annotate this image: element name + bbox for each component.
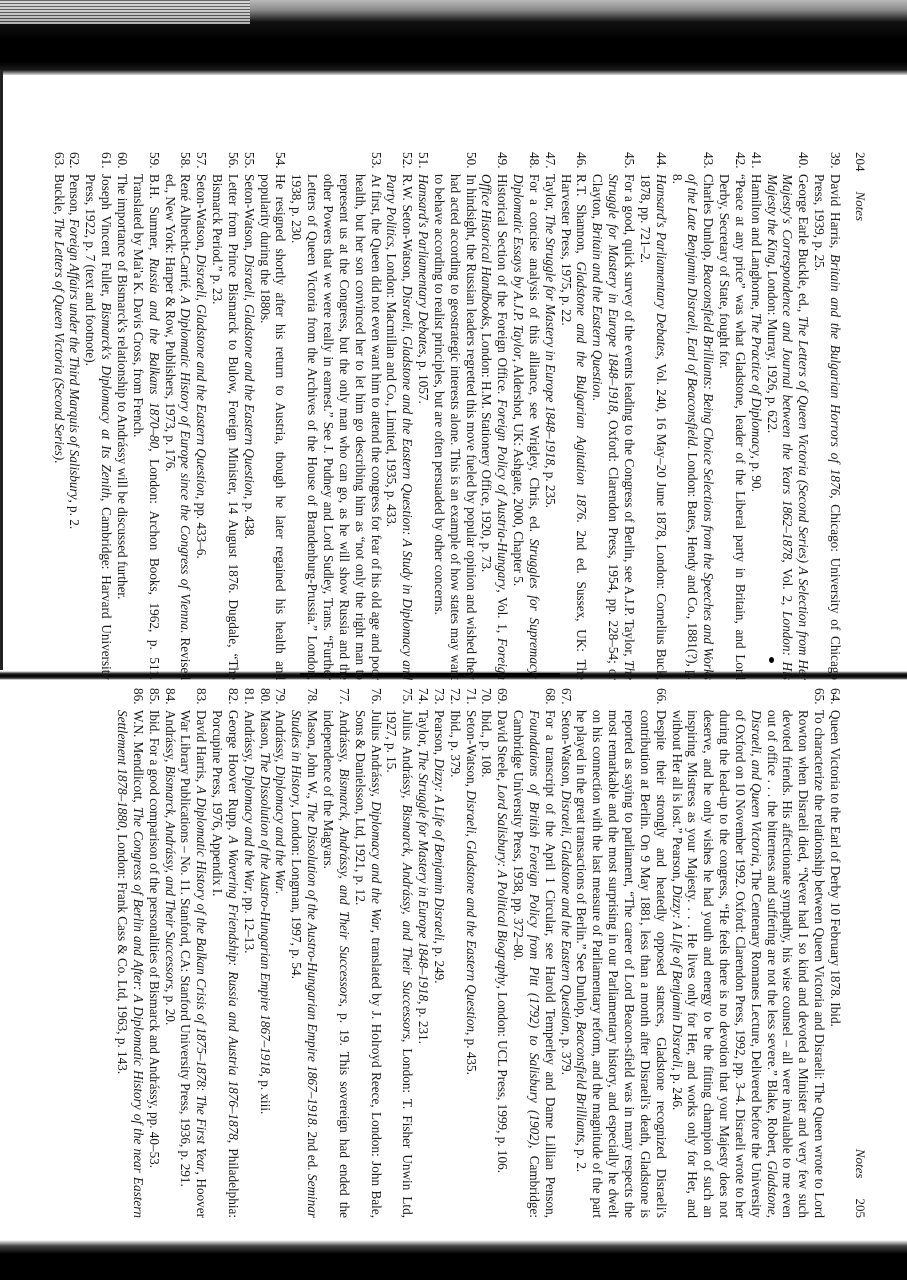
citation-text: Taylor, [542,174,558,215]
endnote-number: 71. [463,688,479,705]
endnote-number: 80. [257,688,273,705]
citation-text: Queen Victoria to the Earl of Derby 10 February 1878. Ibid. [828,710,843,1027]
notes-list [114,688,843,1218]
endnote-number: 55. [241,152,257,169]
cited-title: Foreign Policy of Austria-Hungary [495,399,511,590]
citation-text: George Earle Buckle, ed., [796,174,812,317]
endnote-text [52,174,67,463]
endnote-text [147,710,162,1168]
endnote [811,152,843,680]
cited-title: The Struggle for Mastery in Europe 1848–1918 [606,174,638,680]
endnote-number: 62. [67,152,83,169]
citation-text: , Vol. 1, [495,589,511,638]
citation-text: , Cambridge: Cambridge University Press, 1938, pp. 372–80. [511,710,542,1218]
endnote [415,152,431,680]
endnote-number: 68. [542,688,558,705]
endnote-text [749,174,764,492]
endnote-text [812,174,843,680]
endnote-text [131,174,162,680]
citation-text: . London: Bates, Hendy and Co., 1881(?), p. 8. [669,174,701,680]
endnote [51,152,67,680]
cited-title: A Wavering Friendship: Russia and Austria 1876–1878 [225,835,241,1140]
endnote-text [210,174,241,680]
endnote-number: 49. [495,152,511,169]
citation-text: Buckle, [51,174,67,218]
cited-title: Disraeli, Gladstone and the Eastern Question [194,254,210,497]
endnote-text [194,174,209,559]
citation-text: Ibid. For a good comparison of the personalities of Bismarck and Andrássy, pp. 40–53. [146,710,162,1169]
citation-text: . [51,460,67,464]
cited-title: Beaconsfield Brilliants: Being Choice Selections from the Speeches and Works of the Late Benjamin Disraeli, Earl of Beaconsfield [685,174,717,680]
citation-text: He resigned shortly after his return to Austria, though he later regained his health and popularity during the 1880s. [257,174,289,680]
cited-title: Struggles for Supremacy: Diplomatic Essays by A.J.P. Taylor [511,174,542,681]
endnote-text [828,710,843,1027]
endnote [510,152,542,680]
endnote-text [495,710,510,1173]
citation-text: Seton-Watson, [558,710,574,791]
cited-title: Disraeli, Gladstone and the Eastern Question [463,790,479,1033]
citation-text: Mason, [257,710,273,753]
endnote [114,688,146,1218]
endnote [352,688,384,1218]
citation-text: , London: T. Fisher Unwin Ltd, 1927, p. 15. [384,710,416,1218]
endnote-number: 54. [273,152,289,169]
citation-text: . [590,397,606,401]
endnote-text [242,710,257,953]
citation-text: Charles Dunlop, [701,174,717,265]
citation-text: For a concise analysis of this alliance, see Wrigley, Chris, ed. [526,174,542,539]
endnote-number: 42. [732,152,748,169]
cited-title: The Letters of Queen Victoria (Second Series) A Selection from Her Majesty's Correspondence and Journal between the Years 1862–1878 [780,174,812,680]
endnote-number: 53. [368,152,384,169]
endnote-number: 78. [305,688,321,705]
citation-text: , p. 435. [463,1032,479,1075]
cited-title: Bismarck, Andrássy, and Their Successors [336,768,352,1004]
citation-text: Letter from Prince Bismarck to Bulow, Foreign Minister, 14 August 1876. Dugdale, “The Bismarck Period.” p. 23. [210,174,241,680]
citation-text: Seton-Watson, [241,174,257,255]
scan-edge [0,70,3,670]
citation-text: , Philadelphia: Porcupine Press, 1976, Appendix I. [210,710,241,1218]
cited-title: Dizzy: A Life of Benjamin Disraeli [669,885,685,1068]
citation-text: . 2nd ed. [305,1124,321,1175]
endnote [558,688,574,1218]
endnote-text [163,174,194,680]
citation-text: R.W. Seton-Watson, [400,174,416,286]
cited-title: Gladstone, Disraeli, and Queen Victoria [748,710,780,1218]
endnote-number: 84. [162,688,178,705]
cited-title: A Diplomatic History of the Balkan Crisis of 1875–1878: The First Year [194,785,210,1172]
endnote-text [289,174,383,680]
citation-text: , pp. 433–6. [194,496,210,559]
cited-title: Hansard's Parliamentary Debates [653,174,669,357]
endnote-text [670,174,717,680]
endnote [479,152,511,680]
citation-text: Julius Andrássy, [400,710,416,805]
endnote-text [115,710,146,1218]
cited-title: Britain and the Eastern Question [590,222,606,398]
endnote [463,688,479,1218]
citation-text: , p. 379. [558,1032,574,1075]
endnote [431,152,479,680]
endnote-number: 74. [416,688,432,705]
citation-text: W.N. Mendlicott, [130,710,146,807]
endnote-number: 66. [653,688,669,705]
endnote-number: 81. [241,688,257,705]
citation-text: , p. 19. This sovereign had ended the independence of the Magyars. [321,710,352,1218]
citation-text: For a transcript of the April 1 Circular, see Harold Temperley and Dame Lillian Penson, [542,710,558,1218]
endnote [209,152,241,680]
citation-text: “Peace at any price” was what Gladstone, leader of the Liberal party in Britain, and Lord Derby, Secretary of State, fought for. [717,174,748,680]
endnote-number: 82. [225,688,241,705]
citation-text: , p. 235. [542,465,558,508]
cited-title: Britain and the Bulgarian Horrors of 1876 [828,254,843,496]
citation-text: , London: Macmillan and Co., Limited, 1935, p. 433. [384,246,400,528]
endnote-number: 39. [828,152,843,169]
citation-text: , p. 438. [241,496,257,539]
page-number: 205 [853,1198,868,1218]
endnote [384,152,416,680]
endnote [67,152,83,680]
endnote-number: 51. [416,152,432,169]
citation-text: , p. 1057. [416,354,432,404]
cited-title: Seminar Studies in History [289,710,321,1218]
cited-title: Gladstone and the Bulgarian Agitation 1876 [574,261,590,520]
endnote [320,688,352,1218]
citation-text: Joseph Vincent Fuller, [99,174,115,303]
cited-title: Lord Salisbury: A Political Biography [495,784,511,986]
cited-title: Diplomacy and the War [368,801,384,930]
endnote-number: 75. [400,688,416,705]
cited-title: The Letters of Queen Victoria (Second Series) [51,217,67,461]
endnote [510,688,558,1218]
cited-title: The Congress of Berlin and After: A Diplomatic History of the near Eastern Settlement 1878–1880 [115,710,146,1218]
cited-title: Foreign Office Historical Handbooks [479,174,511,680]
cited-title: Foreign Affairs under the Third Marquis of Salisbury [67,218,83,500]
citation-text: Seton-Watson, [194,174,210,255]
page-204 [51,152,868,680]
endnote-text [559,710,574,1075]
endnote-text [464,710,479,1075]
endnote-number: 48. [526,152,542,169]
endnote [558,152,590,680]
endnote [162,688,178,1218]
endnote-number: 73. [431,688,447,705]
endnote-text [258,174,289,680]
citation-text: Seton-Watson, [463,710,479,791]
citation-text: , London: Archon Books, 1962, p. 511. Translated by Mai'a K. Davis Cross, from French. [130,174,162,680]
endnote-number: 85. [146,688,162,705]
cited-title: Hansard's Parliamentary Debates [416,174,432,355]
cited-title: A Diplomatic History of Europe since the Congress of Vienna [178,295,194,630]
endnote-number: 72. [447,688,463,705]
endnote-text [242,174,257,539]
endnote-text [432,174,479,680]
endnote [764,152,812,680]
cited-title: Bismarck's Diplomacy at Its Zenith [99,302,115,499]
endnote [479,688,495,1218]
endnote-number: 41. [748,152,764,169]
endnote [241,688,257,1218]
cited-title: Disraeli, Gladstone and the Eastern Question: A Study in Diplomacy and Party Politics [384,174,416,680]
citation-text: Andrássy, [241,710,257,766]
citation-text: , p. 249. [431,940,447,984]
citation-text: Mason, John W., [305,710,321,803]
endnote-text [289,710,320,1218]
endnote-text [384,710,415,1218]
citation-text: , p. 20. [162,989,178,1026]
endnote-text [765,174,812,680]
endnote-number: 65. [812,688,828,705]
endnote [447,688,463,1218]
endnote-text [321,710,352,1218]
citation-text: , London: Frank Cass & Co. Ltd, 1963, p. 143. [115,827,131,1075]
endnote-text [590,174,637,680]
endnote [637,152,669,680]
endnote-text [448,710,463,777]
citation-text: Taylor, [416,710,432,751]
page-205 [114,688,868,1218]
citation-text: Andrássy, [162,710,178,766]
endnote-number: 47. [542,152,558,169]
endnote [716,152,748,680]
endnote-number: 61. [99,152,115,169]
endnote-text [479,174,510,680]
endnote-number: 44. [653,152,669,169]
scan-noise [0,0,250,24]
citation-text: , p. 2. [67,499,83,530]
endnote-number: 69. [495,688,511,705]
endnote-number: 70. [479,688,495,705]
endnote [114,152,130,680]
cited-title: The Dissolution of the Austro-Hungarian Empire 1867–1918 [257,752,273,1074]
endnote [273,688,289,1218]
endnote [415,688,431,1218]
endnote [542,152,558,680]
endnote-text [210,710,241,1218]
endnote [241,152,257,680]
citation-text: Pearson, [431,710,447,759]
endnote [590,152,638,680]
citation-text: . [273,890,289,895]
citation-text: , London: H.M. Stationery Office, 1920, p. 73. [479,326,495,573]
citation-text: Julius Andrássy, [368,710,384,802]
citation-text: , p. xiii. [257,1073,273,1115]
endnote-number: 67. [558,688,574,705]
notes-list [51,152,843,680]
endnote [574,688,669,1218]
endnote-text [416,710,431,1044]
endnote-number: 64. [828,688,843,705]
endnote-text [543,174,558,508]
citation-text: , pp. 12–13. [241,890,257,954]
citation-text: At first, the Queen did not even want him to attend the congress for fear of his old age and poor health, but her son convinced her to let him go describing him as “not only the right man to represent us at the Congress, but the only man who can go, as he will show Russia and the other Powers that we were really in earnest.” See J. Pudney and Lord Sudley, Trans. “Further Letters of Queen Victoria from the Archives of the House of Brandenburg-Prussia.” London, 1938, p. 230. [289,174,384,680]
endnote-text [416,174,431,404]
endnote [288,688,320,1218]
endnote [162,152,194,680]
endnote [257,688,273,1218]
endnote-number: 60. [115,152,131,169]
citation-text: Andrássy, [273,710,289,766]
endnote [193,152,209,680]
citation-text: Despite their strongly and heatedly opposed stances, Gladstone recognized Disraeli's contribution at Berlin. On 9 May 1881, less than a month after Disraeli's death, Gladstone is reported as saying to parliament, “The career of Lord Beacon-sfield was in many respects the most remarkable and the most surprising in our Parliamentary history, and especially he dwelt on his connection with the last measure of Parliamentary reform, and the magnitude of the part he played in the great transactions of Berlin.” See Dunlop, [574,710,669,1218]
endnote-number: 79. [273,688,289,705]
citation-text: To characterize the relationship between Queen Victoria and Disraeli: The Queen wrote to Lord Rowton when Disraeli died, “Never had I so kind and devoted a Minister and very few such devoted friends. His affectionate sympathy, his wise counsel – all were invaluable to me even out of office . . . the bitterness and suffering are not the less severe.” Blake, Robert, [764,710,828,1218]
citation-text: , Cambridge: Harvard University Press, 1922, p. 7 (text and footnote). [83,174,115,680]
endnote [257,152,289,680]
citation-text: , p. 90. [748,455,764,492]
endnote [384,688,416,1218]
endnote [827,688,843,1218]
endnote-number: 63. [51,152,67,169]
cited-title: Russia and the Balkans 1870–80 [146,257,162,449]
cited-title: Bismarck, Andrássy, and Their Successors [162,765,178,990]
cited-title: Foundations of British Foreign Policy from Pitt (1792) to Salisbury (1902) [526,710,542,1146]
cited-title: The Struggle for Mastery in Europe 1848–1918 [542,214,558,466]
endnote-number: 59. [146,152,162,169]
citation-text: . 2nd ed. Sussex, UK: The Harvester Press, 1975, p. 22. [558,174,590,681]
endnote-number: 45. [622,152,638,169]
citation-text: , The Centenary Romanes Lecture, Delivered before the University of Oxford on 10 November 1992. Oxford: Clarendon Press, 1992, pp. 3–4. Disraeli wrote to her during the lead-up to the congress, “He feels there is no devotion that your Majesty does not deserve, and he only wishes he had youth and energy to be the fitting champion of such an inspiring Mistress as your Majesty. . . . He lives only for Her, and works only for Her, and without Her all is lost.” Pearson, [669,710,764,1218]
endnote-number: 76. [368,688,384,705]
cited-title: The Dissolution of the Austro-Hungarian Empire 1867–1918 [305,802,321,1125]
citation-text: David Harris, [828,174,843,255]
citation-text: The importance of Bismarck's relationship to Andrássy will be discussed further. [115,174,131,600]
endnote-text [273,710,288,894]
citation-text: In hindsight, the Russian leaders regretted this move fueled by popular opinion and wished they had acted according to geostrategic interests alone. This is an example of how states may want to behave according to realist principles, but are often persuaded by other concerns. [431,174,479,680]
citation-text: , Vol. 2, [780,559,796,612]
citation-text: For a good, quick survey of the events leading to the Congress of Berlin, see A.J.P. Taylor, [622,174,638,661]
cited-title: Bismarck, Andrássy, and Their Successors [400,804,416,1040]
endnote-text [258,710,273,1114]
citation-text: Andrássy, [336,710,352,769]
scan-border-top [0,0,907,75]
endnote-text [353,710,384,1218]
citation-text: , London: Murray, 1926, p. 622. [764,264,780,434]
citation-text: , Hoover War Library Publications – No. 11. Stanford, CA: Stanford University Press, 1936, p. 291. [178,710,210,1218]
citation-text: René Albrecht-Carrié, [178,174,194,296]
endnote-number: 83. [194,688,210,705]
endnote [288,152,383,680]
citation-text: , Aldershot, UK: Ashgate, 2000, Chapter 5. [511,358,527,587]
endnote-number: 57. [194,152,210,169]
citation-text: Penson, [67,174,83,219]
endnote-text [670,710,828,1218]
citation-text: Hamilton and Langhorne, [748,174,764,314]
endnote-text [511,174,542,680]
endnote [669,152,717,680]
endnote-text [432,710,447,984]
citation-text: George Hoover Rupp, [225,710,241,836]
endnote-number: 50. [463,152,479,169]
citation-text: David Harris, [194,710,210,786]
endnote [209,688,241,1218]
endnote [146,688,162,1218]
running-head [852,688,868,1218]
endnote-text [479,710,494,777]
endnote-number: 40. [796,152,812,169]
endnote-text [178,710,209,1218]
citation-text: , London: Longman, 1997, p. 54. [289,804,305,979]
cited-title: Diplomacy and the War [273,765,289,891]
running-head-title: Notes [853,191,868,222]
cited-title: Beaconsfield Brilliants [574,1021,590,1143]
endnote [494,688,510,1218]
endnote-text [638,174,669,680]
endnote [130,152,162,680]
endnote-text [717,174,748,680]
endnote-text [163,710,178,1025]
citation-text: , p. 246. [669,1067,685,1111]
endnote-number: 46. [574,152,590,169]
endnote-text [575,710,669,1218]
cited-title: Dizzy: A Life of Benjamin Disraeli [431,758,447,941]
endnote-number: 77. [336,688,352,705]
cited-title: The Practice of Diplomacy [748,313,764,456]
citation-text: , p. 231. [416,1001,432,1044]
cited-title: Disraeli, Gladstone and the Eastern Question [558,790,574,1033]
running-head-title: Notes [853,1148,868,1179]
endnote-text [83,174,114,680]
cited-title: The Struggle for Mastery in Europe 1848–1918 [416,750,432,1002]
page-number: 204 [853,152,868,172]
citation-text: Ibid., p. 108. [479,710,495,778]
endnote-number: 58. [178,152,194,169]
endnote-number: 43. [701,152,717,169]
endnote [669,688,827,1218]
endnote [83,152,115,680]
citation-text: Historical Section of the Foreign Office. [495,174,511,400]
endnote-text [559,174,590,680]
citation-text: R.T. Shannon, [574,174,590,262]
running-head [852,152,868,680]
endnote-number: 52. [400,152,416,169]
scan-border-bottom [0,1240,907,1280]
citation-text: Ibid., p. 379. [447,710,463,778]
cited-title: Disraeli, Gladstone and the Eastern Question [241,254,257,497]
citation-text: , translated by J. Holroyd Reece, London: John Bale, Sons & Danielsson, Ltd, 1921, p. 12. [352,710,384,1218]
endnote-number: 56. [225,152,241,169]
citation-text: . Revised ed., New York: Harper & Row, Publishers, 1973, p. 176. [162,174,194,680]
citation-text: , Chicago: University of Chicago Press, 1939, p. 25. [812,174,843,680]
citation-text: , London: UCL Press, 1999, p. 106. [495,985,511,1174]
endnote-text [115,174,130,599]
endnote-text [68,174,83,529]
endnote [178,688,210,1218]
citation-text: David Steele, [495,710,511,785]
endnote-text [511,710,558,1218]
endnote [748,152,764,680]
cited-title: London: His Majesty the King [764,174,796,681]
endnote-text [384,174,415,680]
cited-title: Diplomacy and the War [241,765,257,891]
endnote-number: 86. [130,688,146,705]
citation-text: , p. 2. [574,1142,590,1173]
endnote [431,688,447,1218]
citation-text: , Vol. 240, 16 May–20 June 1878, London: Cornelius Buck, 1878, pp. 721–2. [637,174,669,680]
citation-text: , Oxford: Clarendon Press, 1954, pp. 228–54; or Clayton, [590,174,622,680]
citation-text: B.H. Sumner, [146,174,162,258]
